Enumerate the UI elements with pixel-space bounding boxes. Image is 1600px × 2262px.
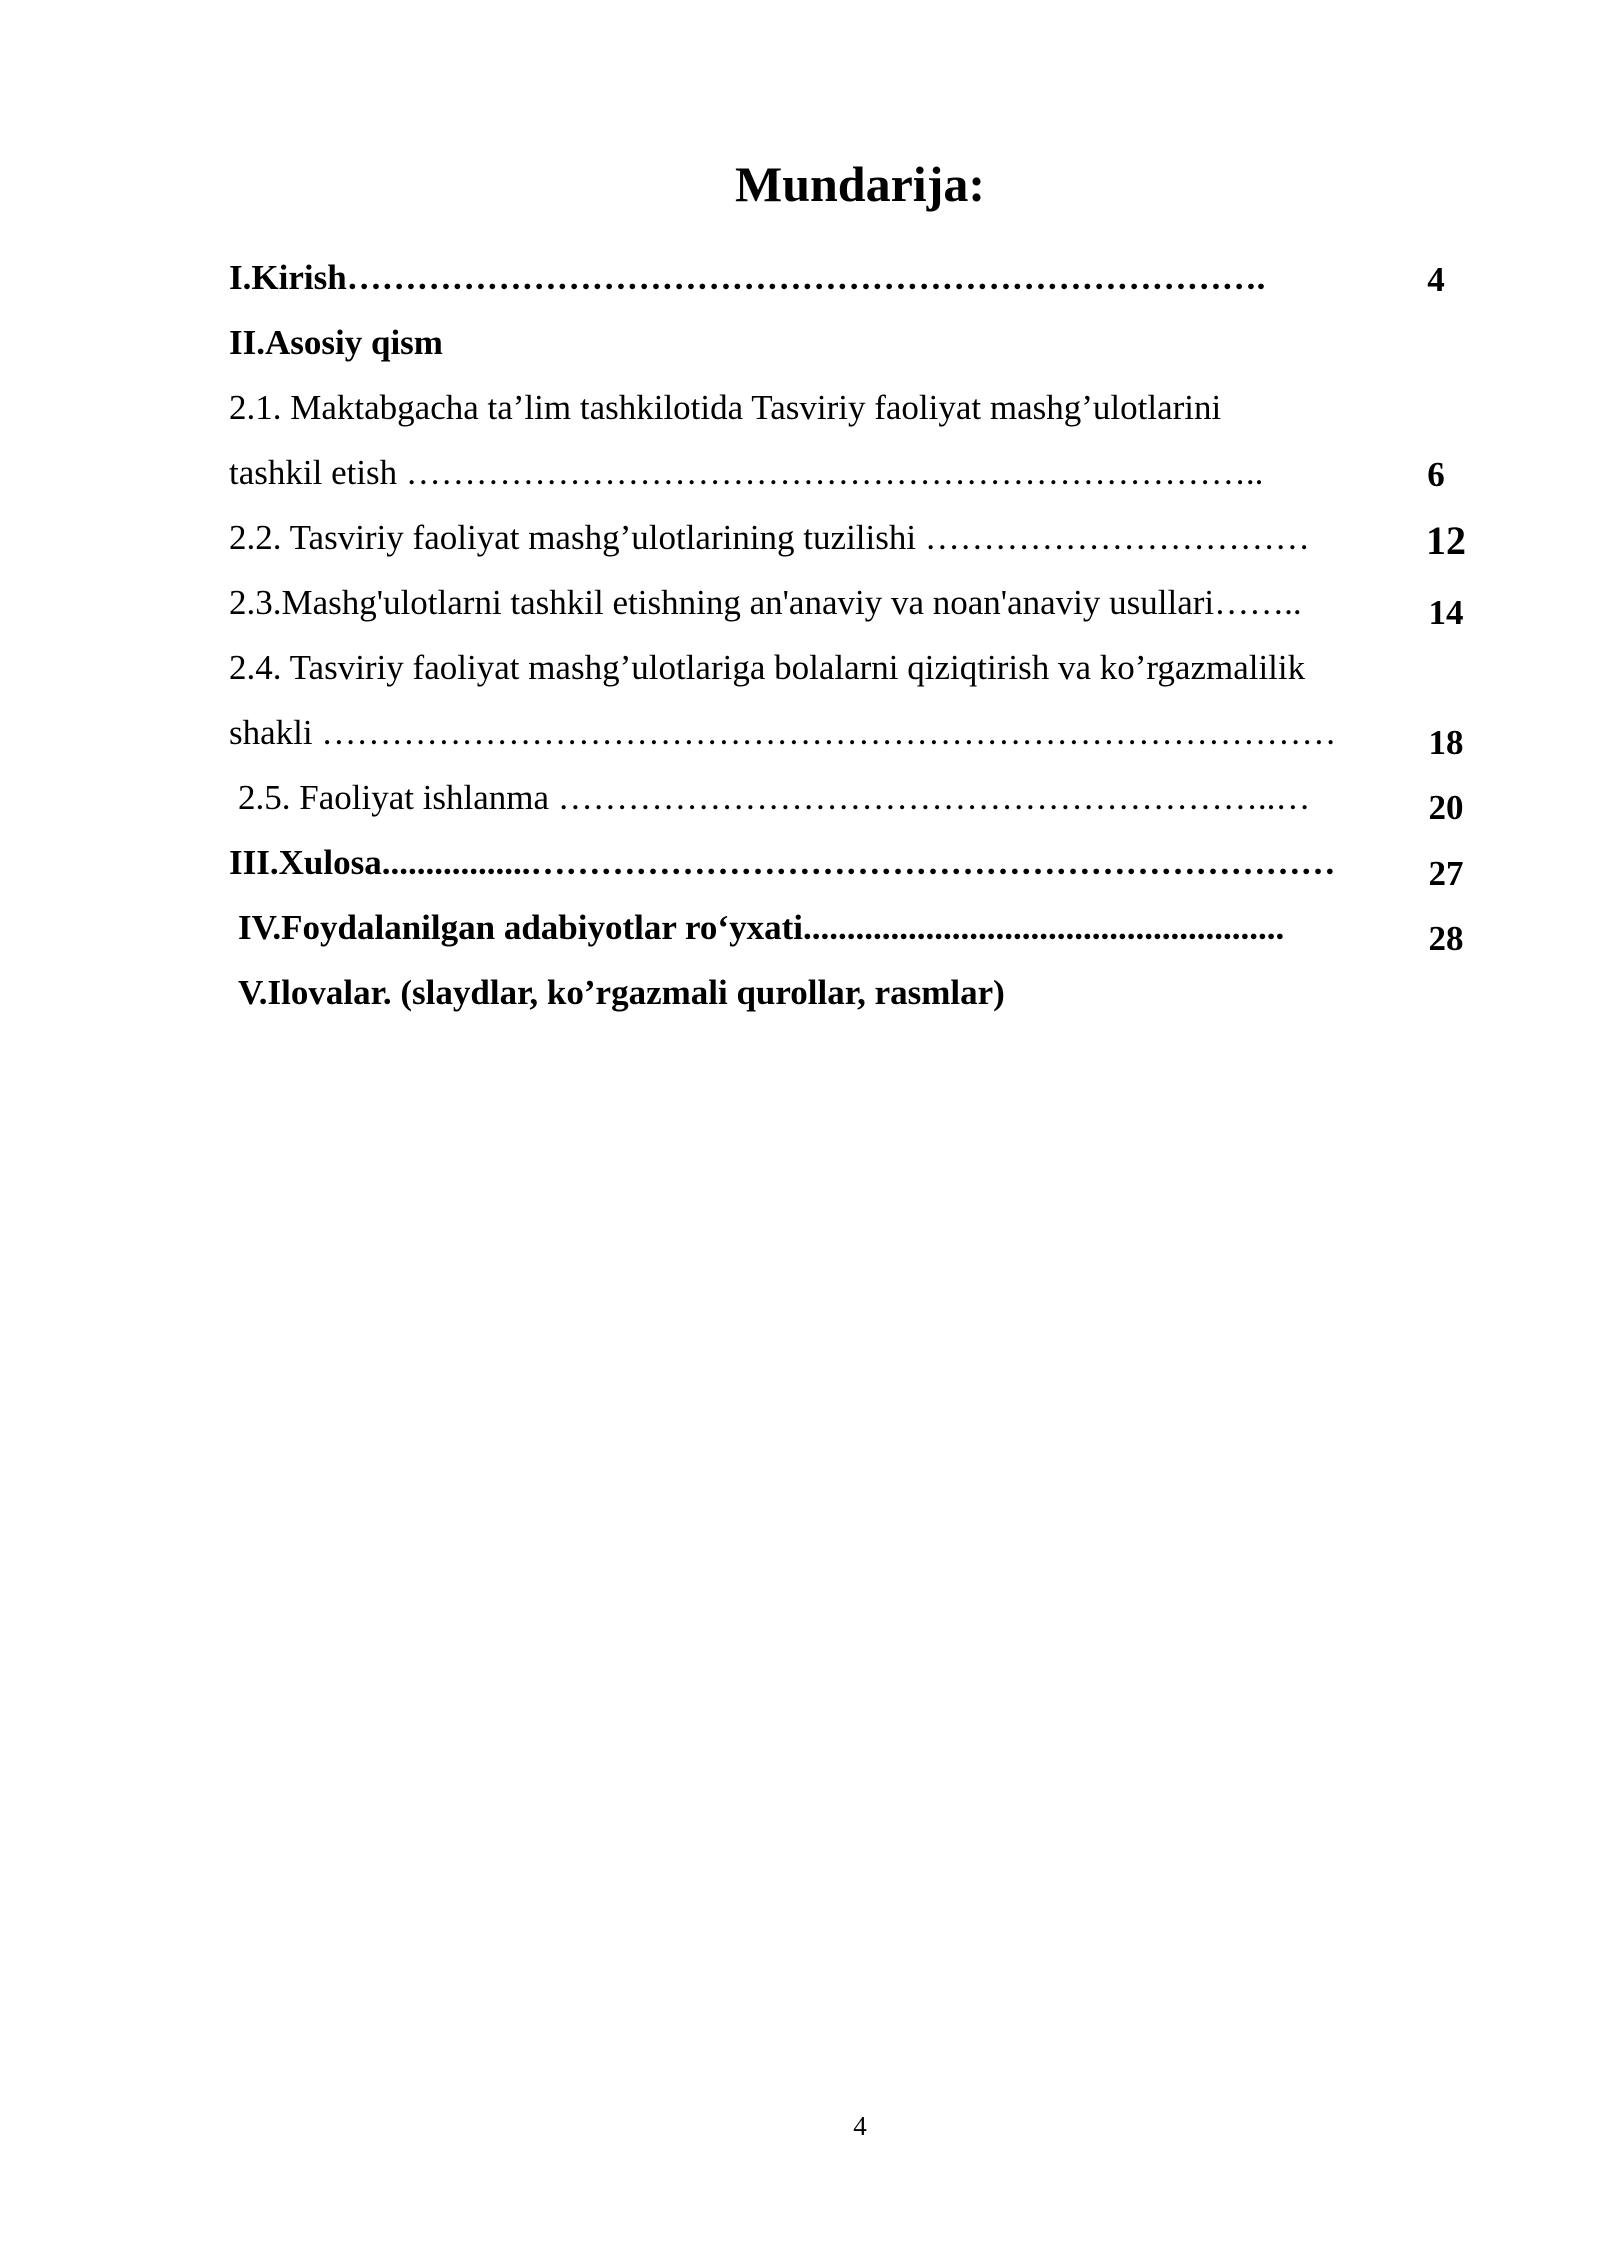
toc-entry-adabiyotlar: IV.Foydalanilgan adabiyotlar ro‘yxati....................................................... (238, 908, 1285, 947)
toc-entry-asosiy-qism: II.Asosiy qism (229, 323, 443, 362)
toc-page-2-2: 12 (1426, 518, 1466, 563)
toc-entry-2-3: 2.3.Mashg'ulotlarni tashkil etishning an'anaviy va noan'anaviy usullari…….. (229, 583, 1302, 622)
toc-page-adabiyotlar: 28 (1428, 919, 1464, 958)
toc-entry-ilovalar: V.Ilovalar. (slaydlar, ko’rgazmali qurollar, rasmlar) (238, 973, 1005, 1012)
toc-page-2-1: 6 (1427, 455, 1445, 494)
toc-page-2-5: 20 (1428, 788, 1464, 827)
toc-entry-2-5: 2.5. Faoliyat ishlanma ……………………………………………………..… (238, 778, 1311, 817)
page-title: Mundarija: (735, 156, 985, 212)
toc-entry-xulosa: III.Xulosa.................…………………………………………………………… (229, 843, 1336, 882)
toc-entry-2-4-line1: 2.4. Tasviriy faoliyat mashg’ulotlariga bolalarni qiziqtirish va ko’rgazmalilik (229, 648, 1306, 687)
footer-page-number: 4 (853, 2111, 867, 2141)
toc-page-xulosa: 27 (1428, 854, 1464, 893)
toc-entry-2-2: 2.2. Tasviriy faoliyat mashg’ulotlarining tuzilishi …………………………… (229, 518, 1310, 557)
toc-page-2-3: 14 (1428, 593, 1464, 632)
toc-entry-2-1-line2: tashkil etish ……………………………………………………………….. (229, 453, 1264, 492)
toc-entry-kirish: I.Kirish……………………………………………………………………. (229, 258, 1266, 297)
toc-entry-2-1-line1: 2.1. Maktabgacha ta’lim tashkilotida Tasviriy faoliyat mashg’ulotlarini (229, 388, 1222, 427)
toc-page-2-4: 18 (1428, 723, 1464, 762)
toc-page-kirish: 4 (1427, 260, 1445, 299)
toc-entry-2-4-line2: shakli …………………………………………………………………………… (229, 713, 1337, 752)
